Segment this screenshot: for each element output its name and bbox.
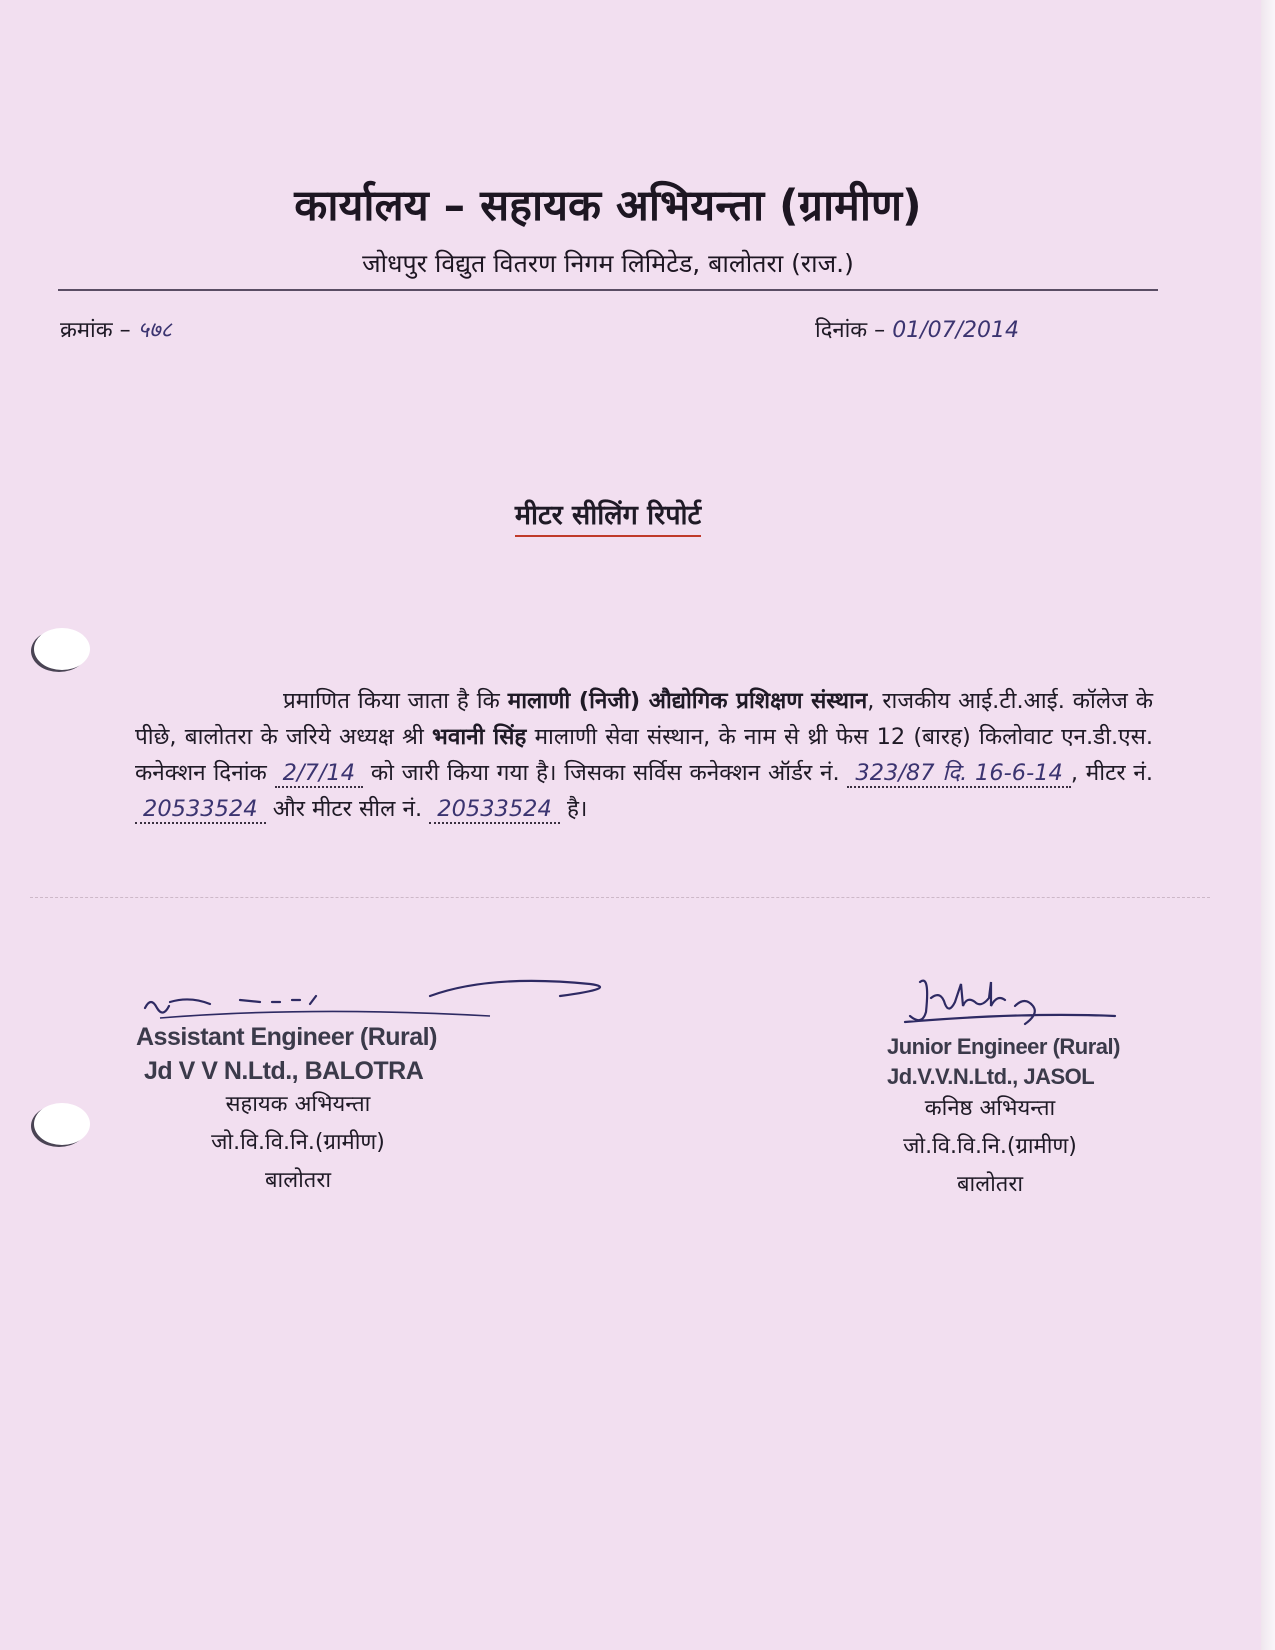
left-stamp-line2: Jd V V N.Ltd., BALOTRA — [144, 1057, 424, 1085]
chairman-name: भवानी सिंह — [432, 724, 527, 750]
left-stamp-line1: Assistant Engineer (Rural) — [136, 1023, 437, 1051]
body-text-4: को जारी किया गया है। जिसका सर्विस कनेक्शन ऑर्डर नं. — [370, 760, 840, 786]
left-signatory-block — [148, 1086, 448, 1200]
right-department: जो.वि.वि.नि.(ग्रामीण) — [903, 1134, 1077, 1159]
right-stamp-line1: Junior Engineer (Rural) — [887, 1034, 1120, 1059]
reference-date-value: 01/07/2014 — [892, 318, 1019, 343]
body-text-2: , राजकीय आई.टी.आई. कॉलेज के पीछे, बालोतरा के जरिये अध्यक्ष श्री — [135, 688, 1153, 750]
body-text-6: और मीटर सील नं. — [272, 796, 423, 822]
right-signatory-block — [840, 1090, 1140, 1204]
right-stamp — [887, 1032, 1120, 1092]
reference-date-label: दिनांक – — [815, 318, 886, 343]
body-text-3: मालाणी सेवा संस्थान, के नाम से थ्री फेस 12 (बारह) किलोवाट एन.डी.एस. कनेक्शन दिनांक — [135, 724, 1153, 786]
body-text-5: , मीटर नं. — [1070, 760, 1154, 786]
reference-number — [60, 314, 172, 344]
punch-hole-bottom — [34, 1103, 90, 1145]
header-rule — [58, 289, 1158, 291]
right-stamp-line2: Jd.V.V.N.Ltd., JASOL — [887, 1064, 1095, 1089]
paper-edge — [1261, 0, 1275, 1650]
institute-name: मालाणी (निजी) औद्योगिक प्रशिक्षण संस्थान — [507, 688, 868, 714]
right-location: बालोतरा — [956, 1172, 1024, 1197]
seal-number: 20533524 — [429, 796, 560, 824]
right-designation: कनिष्ठ अभियन्ता — [924, 1096, 1056, 1121]
connection-date: 2/7/14 — [275, 760, 363, 788]
office-subtitle: जोधपुर विद्युत वितरण निगम लिमिटेड, बालोतरा (राज.) — [362, 249, 854, 278]
meter-number: 20533524 — [135, 796, 266, 824]
reference-number-value: ५७८ — [137, 318, 172, 343]
certificate-body — [135, 683, 1153, 827]
order-number: 323/87 दि. 16-6-14 — [847, 760, 1070, 788]
left-department: जो.वि.वि.नि.(ग्रामीण) — [211, 1130, 385, 1155]
reference-date — [815, 314, 1019, 344]
punch-hole-top — [34, 628, 90, 670]
office-title: कार्यालय – सहायक अभियन्ता (ग्रामीण) — [294, 181, 922, 231]
left-stamp — [136, 1020, 437, 1088]
left-designation: सहायक अभियन्ता — [225, 1092, 371, 1117]
body-text-7: है। — [566, 796, 588, 822]
reference-number-label: क्रमांक – — [60, 318, 131, 343]
fold-line — [30, 897, 1210, 898]
left-location: बालोतरा — [264, 1168, 332, 1193]
body-text-1: प्रमाणित किया जाता है कि — [283, 688, 500, 714]
report-title: मीटर सीलिंग रिपोर्ट — [0, 495, 1216, 532]
